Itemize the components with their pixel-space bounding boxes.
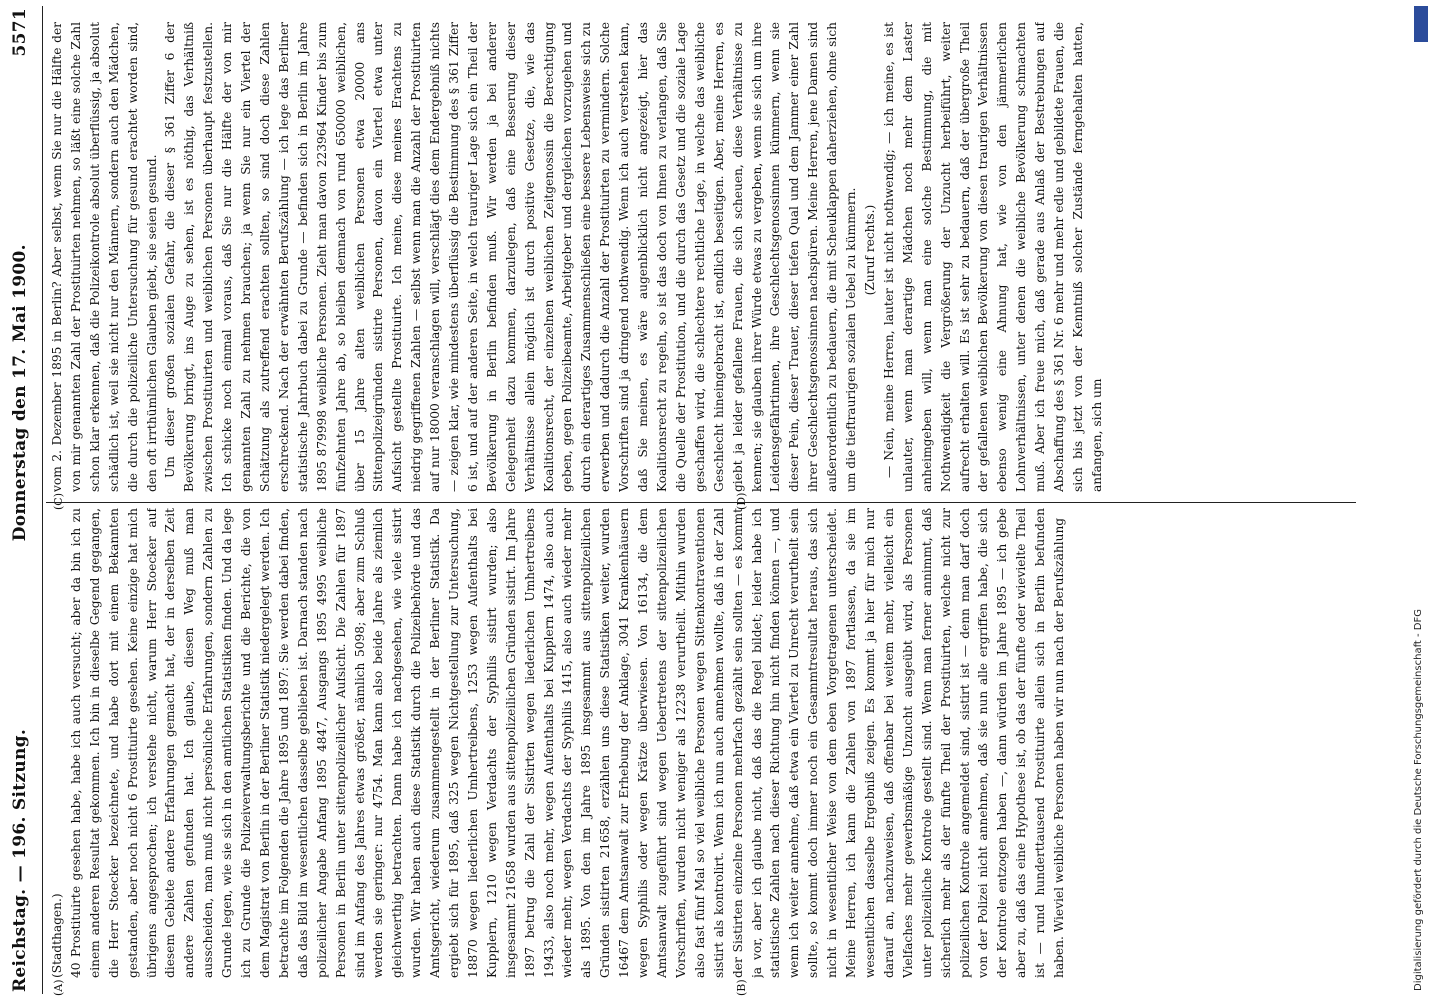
header-left: Reichstag. — 196. Sitzung. bbox=[10, 728, 30, 992]
page-header bbox=[4, 8, 36, 992]
column-right bbox=[48, 22, 1348, 492]
header-date: Donnerstag den 17. Mai 1900. bbox=[10, 244, 30, 542]
margin-marker-c: (C) bbox=[52, 493, 65, 510]
paragraph: Um dieser großen sozialen Gefahr, die dieser § 361 Ziffer 6 der Bevölkerung bringt, ins Auge zu sehen, ist es nöthig, das Verhältniß zwischen Prostituirten und weiblichen Personen überhaupt festzustellen. Ich schicke noch einmal voraus, daß Sie nur die Hälfte der von mir genannten Zahl zu nehmen brauchen; ja wenn Sie nur ein Viertel der Schätzung als zutreffend erachten sollten, so sind doch diese Zahlen erschreckend. Nach der erwähnten Berufszählung — ich lege das Berliner statistische Jahrbuch dabei zu Grunde — befinden sich in Berlin im Jahre 1895 879998 weibliche Personen. Zieht man davon 223964 Kinder bis zum fünfzehnten Jahre ab, so bleiben demnach von rund 650000 weiblichen, über 15 Jahre alten weiblichen Personen etwa 20000 ans Sittenpolizeigründen sistirte Personen, davon ein Viertel etwa unter Aufsicht gestellte Prostituirte. Ich meine, diese meines Erachtens zu niedrig gegriffenen Zahlen — selbst wenn man die Anzahl der Prostituirten auf nur 18000 veranschlagen will, verschlägt dies dem Endergebniß nichts — zeigen klar, wie mindestens überflüssig die Bestimmung des § 361 Ziffer 6 ist, und auf der anderen Seite, in welch trauriger Lage sich ein Theil der Bevölkerung in Berlin befinden muß. Wir werden ja bei anderer Gelegenheit dazu kommen, darzulegen, daß eine Besserung dieser Verhältnisse allein möglich ist durch positive Gesetze, die, wie das Koalitionsrecht, der einzelnen weiblichen Zeitgenossin die Berechtigung geben, gegen Polizeibeamte, Arbeitgeber und dergleichen vorzugehen und durch ein derartiges Zusammenschließen eine bessere Lebensweise sich zu erwerben und dadurch die Anzahl der Prostituirten zu vermindern. Solche Vorschriften sind ja dringend nothwendig. Wenn ich auch verstehen kann, daß Sie meinen, es wäre augenblicklich nicht angezeigt, hier das Koalitionsrecht zu regeln, so ist das doch von Ihnen zu verlangen, daß Sie die Quelle der Prostitution, und die durch das Gesetz und die soziale Lage geschaffen wird, die schlechtere rechtliche Lage, in welche das weibliche Geschlecht hineingebracht ist, endlich beseitigen. Aber, meine Herren, es giebt ja leider gefallene Frauen, die sich scheuen, diese Verhältnisse zu kennen; sie glauben ihrer Würde etwas zu vergeben, wenn sie sich um ihre Leidensgefährtinnen, ihre Geschlechtsgenossinnen kümmern, wenn sie dieser Pein, dieser Trauer, dieser tiefen Qual und dem Jammer einer Zahl ihrer Geschlechtsgenossinnen nachspüren. Meine Herren, jene Damen sind außerordentlich zu bedauern, die mit Scheuklappen daherziehen, ohne sich um die tieftraurigen sozialen Uebel zu kümmern. bbox=[163, 22, 859, 492]
margin-marker-d: (D) bbox=[735, 492, 748, 510]
paragraph: vom 2. Dezember 1895 in Berlin? Aber selbst, wenn Sie nur die Hälfte der von mir genannten Zahl der Prostituirten nehmen, so läßt eine solche Zahl schon klar erkennen, daß die Polizeikontrole absolut überflüssig, ja absolut schädlich ist, weil sie nicht nur den Männern, sondern auch den Mädchen, die durch die polizeiliche Untersuchung für gesund erachtet worden sind, den oft irrthümlichen Glauben giebt, sie seien gesund. bbox=[50, 22, 159, 492]
paragraph: — Nein, meine Herren, lauter ist nicht nothwendig; — ich meine, es ist unlauter, wenn man derartige Mädchen noch mehr dem Laster anheimgeben will, wenn man eine solche Bestimmung, die mit Nothwendigkeit die Vergrößerung der Unzucht herbeiführt, weiter aufrecht erhalten will. Es ist sehr zu bedauern, daß der übergroße Theil der gefallenen weiblichen Bevölkerung von diesen traurigen Verhältnissen ebenso wenig eine Ahnung hat, wie von den jämmerlichen Lohnverhältnissen, unter denen die weibliche Bevölkerung schmachten muß. Aber ich freue mich, daß gerade aus Anlaß der Bestrebungen auf Abschaffung des § 361 Nr. 6 mehr und mehr edle und gebildete Frauen, die sich bis jetzt von der Kenntniß solcher Zustände ferngehalten hatten, anfangen, sich um bbox=[881, 22, 1104, 492]
paragraph: 40 Prostituirte gesehen habe, habe ich auch versucht; aber da bin ich zu einem anderen Resultat gekommen. Ich bin in dieselbe Gegend gegangen, die Herr Stoecker bezeichnete, und habe dort mit einem Bekannten gestanden, aber noch nicht 6 Prostituirte gesehen. Keine einzige hat mich übrigens angesprochen; ich verstehe nicht, warum Herr Stoecker auf diesem Gebiete andere Erfahrungen gemacht hat, der in derselben Zeit andere Zahlen gefunden hat. Ich glaube, diesen Weg muß man ausscheiden, man muß nicht persönliche Erfahrungen, sondern Zahlen zu Grunde legen, wie sie sich in den amtlichen Statistiken finden. Und da lege ich zu Grunde die Polizeiverwaltungsberichte und die Berichte, die von dem Magistrat von Berlin in der Berliner Statistik niedergelegt werden. Ich betrachte im Folgenden die Jahre 1895 und 1897: Sie werden dabei finden, daß das Bild im wesentlichen dasselbe geblieben ist. Darnach standen nach polizeilicher Angabe Anfang 1895 4847, Ausgangs 1895 4995 weibliche Personen in Berlin unter sittenpolizeilicher Aufsicht. Die Zahlen für 1897 sind im Anfang des Jahres etwas größer, nämlich 5098; aber zum Schluß werden sie geringer: nur 4754. Man kann also beide Jahre als ziemlich gleichwerthig betrachten. Dann habe ich nachgesehen, wie viele sistirt wurden. Wir haben auch diese Statistik durch die Polizeibehörde und das Amtsgericht, wiederum zusammengestellt in der Berliner Statistik. Da ergiebt sich für 1895, daß 325 wegen Nichtgestellung zur Untersuchung, 18870 wegen liederlichen Umhertreibens, 1253 wegen Aufenthalts bei Kupplern, 1210 wegen Verdachts der Syphilis sistirt wurden; also insgesammt 21658 wurden aus sittenpolizeilichen Gründen sistirt. Im Jahre 1897 betrug die Zahl der Sistirten wegen liederlichen Umhertreibens 19433, also noch mehr, wegen Aufenthalts bei Kupplern 1474, also auch wieder mehr, wegen Verdachts der Syphilis 1415, also auch wieder mehr als 1895. Von den im Jahre 1895 insgesammt aus sittenpolizeilichen Gründen sistirten 21658, erzählen uns diese Statistiken weiter, wurden 16467 dem Amtsanwalt zur Erhebung der Anklage, 3041 Krankenhäusern wegen Syphilis oder wegen Krätze überwiesen. Von 16134, die dem Amtsanwalt zugeführt sind wegen Uebertretens der sittenpolizeilichen Vorschriften, wurden nicht weniger als 12238 verurtheilt. Mithin wurden also fast fünf Mal so viel weibliche Personen wegen Sittenkontraventionen sistirt als kontrolirt. Wenn ich nun auch annehmen wollte, daß in der Zahl der Sistirten einzelne Personen mehrfach gezählt sein sollten — es kommt ja vor, aber ich glaube nicht, daß das die Regel bildet; leider habe ich statistische Zahlen nach dieser Richtung hin nicht finden können —, und wenn ich weiter annehme, daß etwa ein Viertel zu Unrecht verurtheilt sein sollte, so kommt doch immer noch ein Gesammtresultat heraus, das sich nicht in wesentlicher Weise von dem eben Vorgetragenen unterscheidet. Meine Herren, ich kann die Zahlen von 1897 fortlassen, da sie im wesentlichen dasselbe Ergebniß zeigen. Es kommt ja hier für mich nur darauf an, nachzuweisen, daß offenbar bei weitem mehr, vielleicht ein Vielfaches mehr gewerbsmäßige Unzucht ausgeübt wird, als Personen unter polizeiliche Kontrole gestellt sind. Wenn man ferner annimmt, daß sicherlich mehr als der fünfte Theil der Prostituirten, welche nicht zur polizeilichen Kontrole angemeldet sind, sistirt ist — denn man darf doch von der Polizei nicht annehmen, daß sie nun alle ergriffen habe, die sich der Kontrole entzogen haben —, dann würden im Jahre 1895 — ich gebe aber zu, daß das eine Hypothese ist, ob das der fünfte oder wievielte Theil ist — rund hunderttausend Prostituirte allein sich in Berlin befunden haben. Wieviel weibliche Personen haben wir nun nach der Berufszählung bbox=[68, 508, 1067, 978]
speaker-heading: (Stadthagen.) bbox=[50, 893, 64, 978]
page-number: 5571 bbox=[10, 8, 30, 57]
dfg-logo bbox=[1414, 6, 1428, 42]
column-left bbox=[48, 508, 1348, 978]
column-divider bbox=[46, 502, 1356, 503]
stamp-text: Digitalisierung gefördert durch die Deutsche Forschungsgemeinschaft - DFG bbox=[1413, 608, 1424, 991]
header-rule bbox=[42, 6, 43, 994]
digitization-stamp bbox=[1407, 6, 1431, 991]
margin-marker-b: (B) bbox=[735, 979, 748, 996]
interjection: (Zuruf rechts.) bbox=[862, 204, 877, 296]
margin-marker-a: (A) bbox=[52, 979, 65, 996]
